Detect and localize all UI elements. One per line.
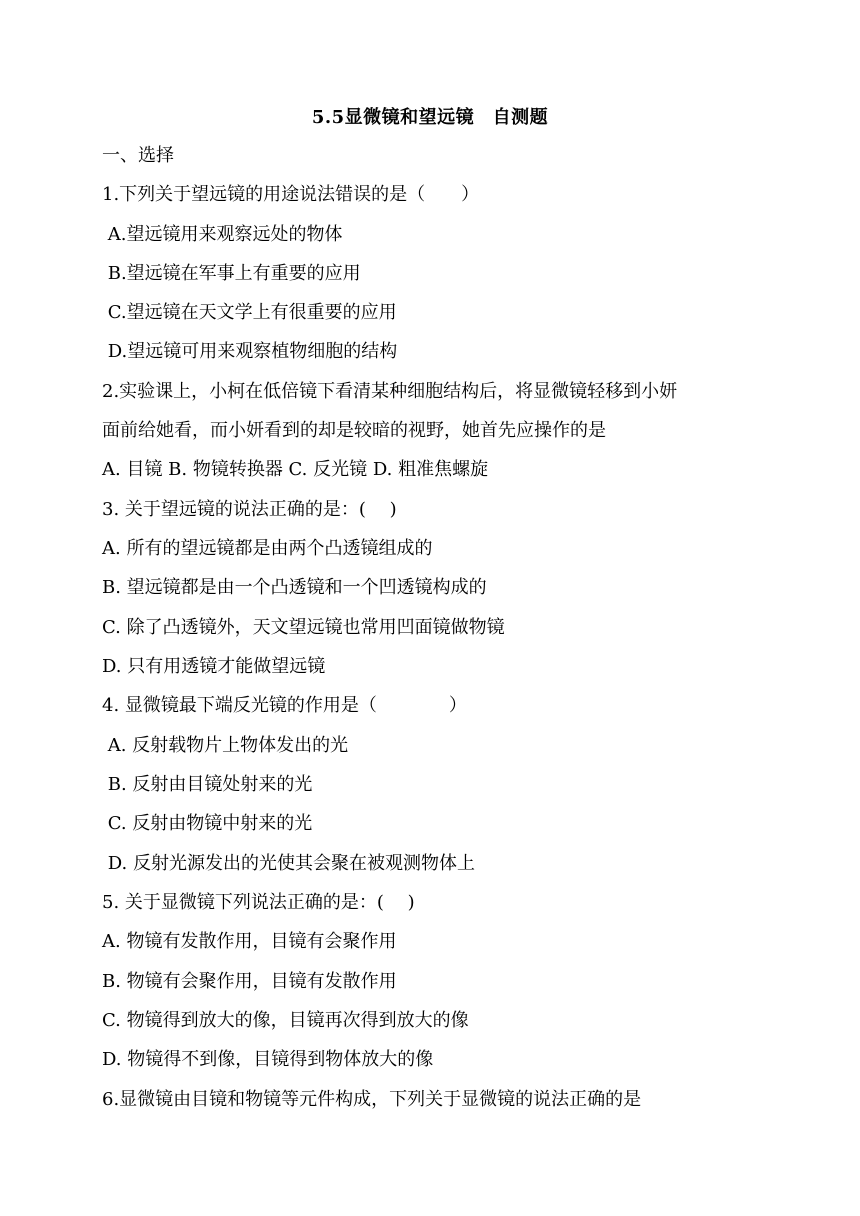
question-4-option-b: B. 反射由目镜处射来的光 [102,774,313,795]
question-1-option-b: B.望远镜在军事上有重要的应用 [102,263,361,284]
question-3-option-c: C. 除了凸透镜外，天文望远镜也常用凹面镜做物镜 [102,617,505,638]
question-5-option-d: D. 物镜得不到像，目镜得到物体放大的像 [102,1049,434,1070]
question-4-stem: 4. 显微镜最下端反光镜的作用是（ ） [102,695,467,716]
document-title: 5.5显微镜和望远镜 自测题 [311,107,549,128]
question-3-stem: 3. 关于望远镜的说法正确的是：( ) [102,499,397,520]
question-5-option-c: C. 物镜得到放大的像，目镜再次得到放大的像 [102,1010,469,1031]
question-3-option-d: D. 只有用透镜才能做望远镜 [102,656,326,677]
question-1-option-d: D.望远镜可用来观察植物细胞的结构 [102,341,398,362]
question-1-option-c: C.望远镜在天文学上有很重要的应用 [102,302,397,323]
question-2-stem-line-1: 2.实验课上，小柯在低倍镜下看清某种细胞结构后，将显微镜轻移到小妍 [102,381,678,402]
question-1-stem: 1.下列关于望远镜的用途说法错误的是（ ） [102,184,480,205]
question-6-stem: 6.显微镜由目镜和物镜等元件构成，下列关于显微镜的说法正确的是 [102,1089,642,1110]
question-1-option-a: A.望远镜用来观察远处的物体 [102,224,343,245]
question-3-option-b: B. 望远镜都是由一个凸透镜和一个凹透镜构成的 [102,577,487,598]
question-5-stem: 5. 关于显微镜下列说法正确的是：( ) [102,892,415,913]
question-4-option-c: C. 反射由物镜中射来的光 [102,813,313,834]
question-3-option-a: A. 所有的望远镜都是由两个凸透镜组成的 [102,538,433,559]
question-4-option-a: A. 反射载物片上物体发出的光 [102,735,349,756]
question-5-option-b: B. 物镜有会聚作用，目镜有发散作用 [102,971,397,992]
question-2-options: A. 目镜 B. 物镜转换器 C. 反光镜 D. 粗准焦螺旋 [102,459,489,480]
section-heading: 一、选择 [102,145,174,166]
question-4-option-d: D. 反射光源发出的光使其会聚在被观测物体上 [102,853,475,874]
question-2-stem-line-2: 面前给她看，而小妍看到的却是较暗的视野，她首先应操作的是 [102,420,606,441]
question-5-option-a: A. 物镜有发散作用，目镜有会聚作用 [102,931,397,952]
